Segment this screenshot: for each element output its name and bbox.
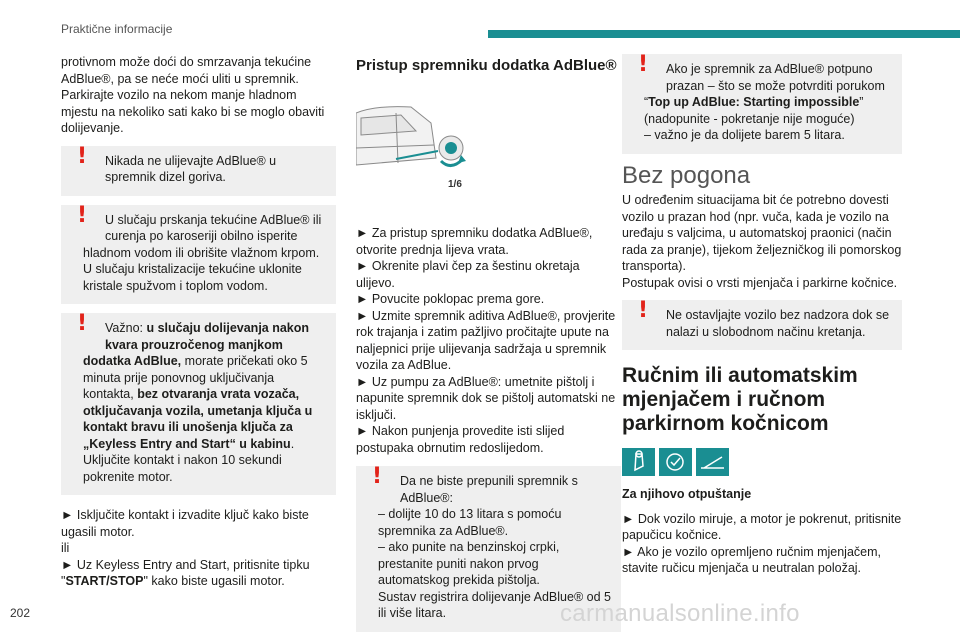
warning-box-unattended: ! Ne ostavljajte vozilo bez nadzora dok se nalazi u slobodnom načinu kretanja. bbox=[622, 300, 902, 350]
warning-icon: ! bbox=[77, 202, 88, 228]
fraction-label: 1/6 bbox=[448, 178, 462, 190]
parking-brake-lever-icon bbox=[696, 448, 729, 476]
warning-box-overfill: ! Da ne biste prepunili spremnik s AdBlue®: – dolijte 10 do 13 litara s pomoću spremnika za AdBlue®. – ako punite na benzinskoj crpki, prestanite puniti nakon prvog automatskog prekida pištolja. Sustav registrira dolijevanje AdBlue® od 5 ili više litara. bbox=[356, 466, 621, 632]
access-step-2: ► Okrenite plavi čep za šestinu okretaja ulijevo. bbox=[356, 259, 580, 290]
gearbox-icons bbox=[622, 448, 902, 476]
warning-box-important: ! Važno: u slučaju dolijevanja nakon kvara prouzročenog manjkom dodatka AdBlue, morate pričekati oko 5 minuta prije ponovnog uključivanja kontakta, bez otvaranja vrata vozača, otključavanja vozila, umetanja ključa u kontakt bravu ili unošenja ključa za „Keyless Entry and Start“ u kabinu. Uključite kontakt i nakon 10 sekundi pokrenite motor. bbox=[61, 313, 336, 495]
warning-box-empty-tank: ! Ako je spremnik za AdBlue® potpuno prazan – što se može potvrditi porukom “Top up AdBlue: Starting impossible” (nadopunite - pokretanje nije moguće) – važno je da dolijete barem 5 litara. bbox=[622, 54, 902, 154]
section-heading-access: Pristup spremniku dodatka AdBlue® bbox=[356, 57, 617, 74]
intro-paragraph: protivnom može doći do smrzavanja tekućine AdBlue®, pa se neće moći uliti u spremnik. Parkirajte vozilo na nekom manje hladnom mjestu na nekoliko sati kako bi se moglo obaviti dolijevanje. bbox=[61, 55, 325, 135]
manual-gearbox-icon bbox=[622, 448, 655, 476]
section-title-neutral: Bez pogona bbox=[622, 161, 751, 189]
header-accent-bar bbox=[488, 30, 960, 38]
release-step-1: ► Dok vozilo miruje, a motor je pokrenut, pritisnite papučicu kočnice. bbox=[622, 511, 902, 542]
column-1 bbox=[61, 54, 336, 590]
warning-icon: ! bbox=[638, 298, 649, 323]
adblue-filler-illustration bbox=[356, 103, 466, 193]
release-heading: Za njihovo otpuštanje bbox=[622, 487, 752, 501]
neutral-paragraph: U određenim situacijama bit će potrebno dovesti vozilo u prazan hod (npr. vuča, kada je vozilo na uređaju s valjcima, u automatskoj praonici (način rada za pranje), tijekom željezničkog ili pomorskog transporta). bbox=[622, 193, 902, 273]
column-2 bbox=[356, 58, 621, 641]
warning-icon: ! bbox=[77, 143, 88, 169]
subsection-heading: Ručnim ili automatskim mjenjačem i ručnom parkirnom kočnicom bbox=[622, 364, 858, 435]
warning-icon: ! bbox=[77, 311, 88, 336]
neutral-paragraph-2: Postupak ovisi o vrsti mjenjača i parkirne kočnice. bbox=[622, 275, 898, 290]
access-step-1: ► Za pristup spremniku dodatka AdBlue®, otvorite prednja lijeva vrata. bbox=[356, 226, 593, 257]
release-step-2: ► Ako je vozilo opremljeno ručnim mjenjačem, stavite ručicu mjenjača u neutralan položaj. bbox=[622, 544, 882, 575]
warning-box-splash: ! U slučaju prskanja tekućine AdBlue® ili curenja po karoseriji obilno isperite hladnom vodom ili obrišite vlažnom krpom. U slučaju kristalizacije tekućine uklonite kristale spužvom i toplom vodom. bbox=[61, 205, 336, 305]
running-header: Praktične informacije bbox=[61, 22, 173, 36]
watermark: carmanualsonline.info bbox=[560, 600, 800, 627]
column-3 bbox=[622, 54, 902, 577]
step-switch-off: ► Isključite kontakt i izvadite ključ kako biste ugasili motor. bbox=[61, 508, 309, 539]
step-keyless: ► Uz Keyless Entry and Start, pritisnite tipku "START/STOP" kako biste ugasili motor. bbox=[61, 557, 310, 588]
warning-icon: ! bbox=[638, 52, 649, 77]
automatic-gearbox-icon bbox=[659, 448, 692, 476]
warning-box-diesel: ! Nikada ne ulijevajte AdBlue® u spremnik dizel goriva. bbox=[61, 146, 336, 196]
access-step-5: ► Uz pumpu za AdBlue®: umetnite pištolj i napunite spremnik dok se pištolj automatski ne isključi. bbox=[356, 374, 616, 422]
or-label: ili bbox=[61, 541, 70, 555]
page-number: 202 bbox=[10, 606, 31, 620]
access-step-6: ► Nakon punjenja provedite isti slijed postupaka obrnutim redoslijedom. bbox=[356, 424, 565, 455]
access-step-3: ► Povucite poklopac prema gore. bbox=[356, 292, 545, 306]
warning-icon: ! bbox=[372, 464, 383, 489]
access-step-4: ► Uzmite spremnik aditiva AdBlue®, provjerite rok trajanja i zatim pažljivo pročitajte upute na naljepnici prije ulijevanja sadržaja u spremnik vozila za AdBlue. bbox=[356, 308, 616, 372]
